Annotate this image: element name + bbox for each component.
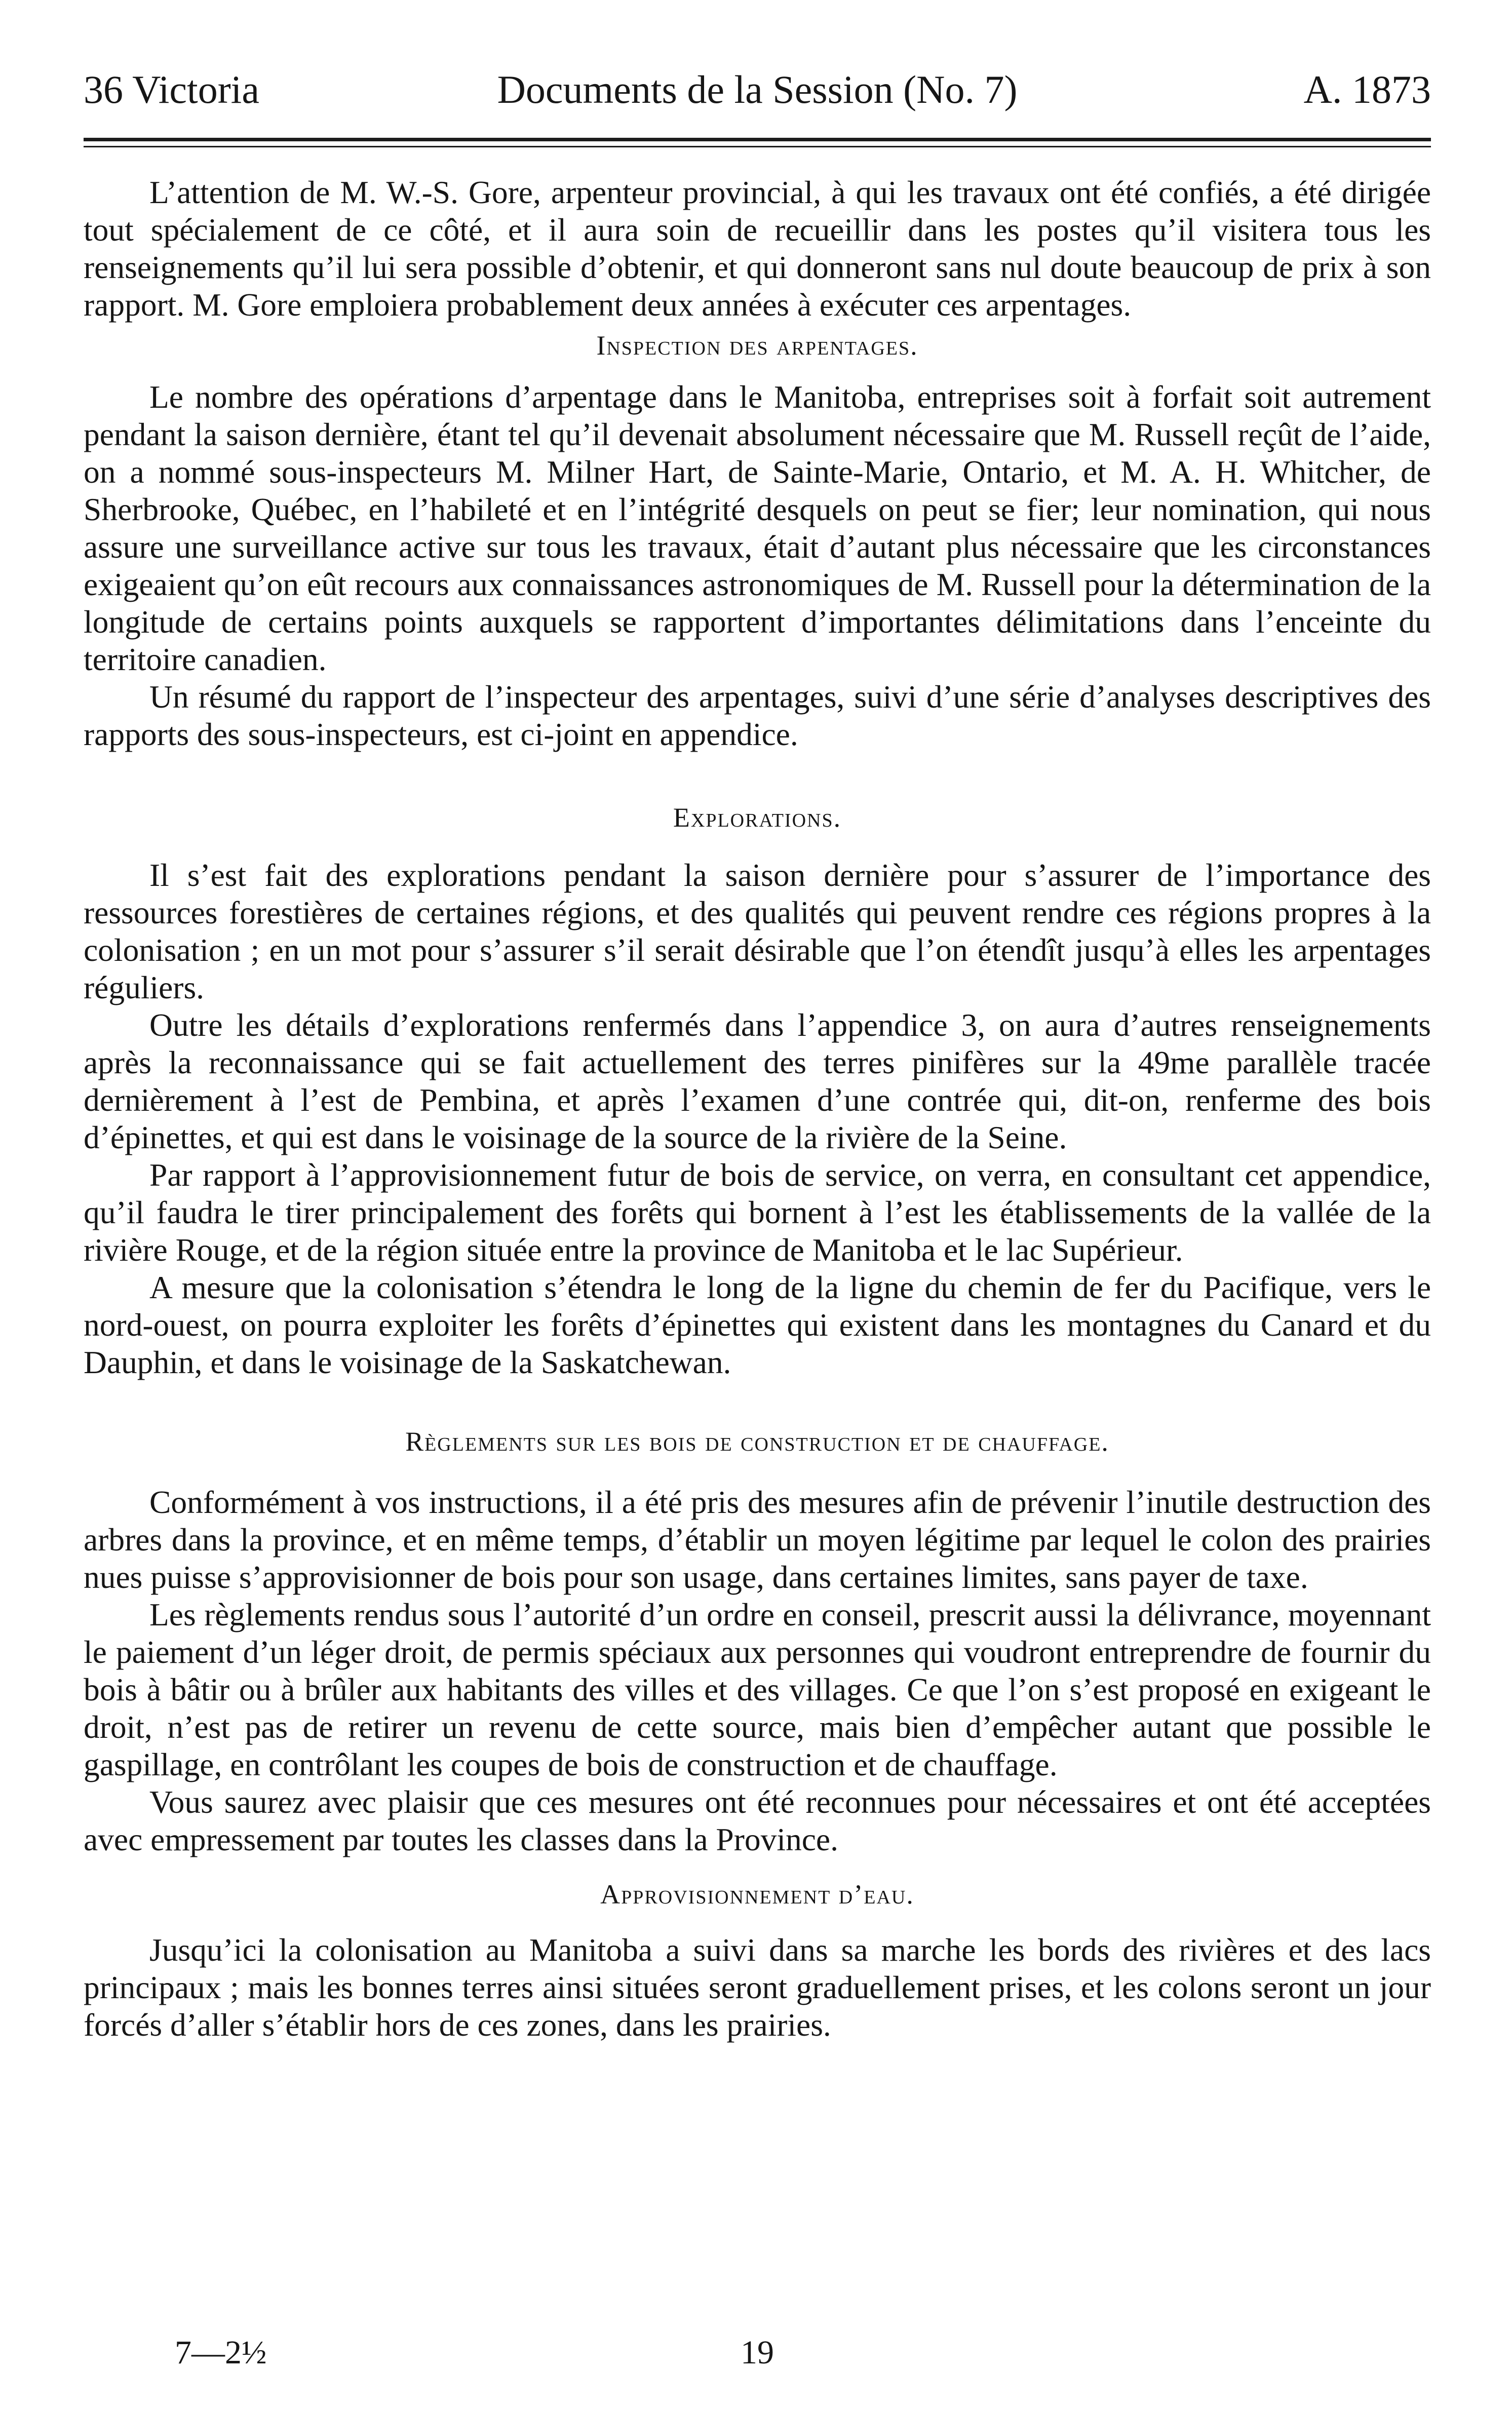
paragraph: L’attention de M. W.-S. Gore, arpenteur provincial, à qui les travaux ont été confiés, a été dirigée tout spécialement de ce côté, et il aura soin de recueillir dans les postes qu’il visitera tous les renseignements qu’il lui sera possible d’obtenir, et qui donneront sans nul doute beaucoup de prix à son rapport. M. Gore emploiera probablement deux années à exécuter ces arpentages. [84,174,1431,323]
paragraph: Le nombre des opérations d’arpentage dans le Manitoba, entreprises soit à forfait soit autrement pendant la saison dernière, étant tel qu’il devenait absolument nécessaire que M. Russell reçût de l’aide, on a nommé sous-inspecteurs M. Milner Hart, de Sainte-Marie, Ontario, et M. A. H. Whitcher, de Sherbrooke, Québec, en l’habileté et en l’intégrité desquels on peut se fier; leur nomination, qui nous assure une surveillance active sur tous les travaux, était d’autant plus nécessaire que les circonstances exigeaient qu’on eût recours aux connaissances astronomiques de M. Russell pour la détermination de la longitude de certains points auxquels se rapportent d’importantes délimitations dans l’enceinte du territoire canadien. [84,379,1431,677]
paragraph: Il s’est fait des explorations pendant la saison dernière pour s’assurer de l’importance des ressources forestières de certaines régions, et des qualités qui peuvent rendre ces régions propres à la colonisation ; en un mot pour s’assurer s’il serait désirable que l’on étendît jusqu’à elles les arpentages réguliers. [84,857,1431,1005]
paragraph: Vous saurez avec plaisir que ces mesures ont été reconnues pour nécessaires et ont été acceptées avec empressement par toutes les classes dans la Province. [84,1784,1431,1857]
paragraph: A mesure que la colonisation s’étendra le long de la ligne du chemin de fer du Pacifique, vers le nord-ouest, on pourra exploiter les forêts d’épinettes qui existent dans les montagnes du Canard et du Dauphin, et dans le voisinage de la Saskatchewan. [84,1269,1431,1380]
header-rule-thick [84,138,1431,141]
running-header [84,60,1431,120]
paragraph: Un résumé du rapport de l’inspecteur des arpentages, suivi d’une série d’analyses descriptives des rapports des sous-inspecteurs, est ci-joint en appendice. [84,679,1431,752]
header-volume: 36 Victoria [84,67,259,111]
paragraph: Par rapport à l’approvisionnement futur de bois de service, on verra, en consultant cet appendice, qu’il faudra le tirer principalement des forêts qui bornent à l’est les établissements de la vallée de la rivière Rouge, et de la région située entre la province de Manitoba et le lac Supérieur. [84,1157,1431,1268]
header-title: Documents de la Session (No. 7) [497,67,1018,111]
page-number: 19 [741,2334,774,2371]
header-year: A. 1873 [1303,67,1431,111]
document-body [84,174,1431,2044]
section-title-approvisionnement: Approvisionnement d’eau. [600,1879,914,1910]
printer-signature: 7—2½ [175,2334,267,2371]
header-rule-thin [84,146,1431,147]
paragraph: Jusqu’ici la colonisation au Manitoba a suivi dans sa marche les bords des rivières et des lacs principaux ; mais les bonnes terres ainsi situées seront graduellement prises, et les colons seront un jour forcés d’aller s’établir hors de ces zones, dans les prairies. [84,1932,1431,2043]
paragraph: Outre les détails d’explorations renfermés dans l’appendice 3, on aura d’autres renseignements après la reconnaissance qui se fait actuellement des terres pinifères sur la 49me parallèle tracée dernièrement à l’est de Pembina, et après l’examen d’une contrée qui, dit-on, renferme des bois d’épinettes, et qui est dans le voisinage de la source de la rivière de la Seine. [84,1007,1431,1155]
paragraph: Conformément à vos instructions, il a été pris des mesures afin de prévenir l’inutile destruction des arbres dans la province, et en même temps, d’établir un moyen légitime par lequel le colon des prairies nues puisse s’approvisionner de bois pour son usage, dans certaines limites, sans payer de taxe. [84,1484,1431,1595]
section-title-inspection: Inspection des arpentages. [596,330,918,361]
page-footer [84,2330,1431,2376]
section-title-reglements: Règlements sur les bois de construction et de chauffage. [405,1426,1109,1457]
section-title-explorations: Explorations. [673,802,842,833]
paragraph: Les règlements rendus sous l’autorité d’un ordre en conseil, prescrit aussi la délivrance, moyennant le paiement d’un léger droit, de permis spéciaux aux personnes qui voudront entreprendre de fournir du bois à bâtir ou à brûler aux habitants des villes et des villages. Ce que l’on s’est proposé en exigeant le droit, n’est pas de retirer un revenu de cette source, mais bien d’empêcher autant que possible le gaspillage, en contrôlant les coupes de bois de construction et de chauffage. [84,1597,1431,1782]
